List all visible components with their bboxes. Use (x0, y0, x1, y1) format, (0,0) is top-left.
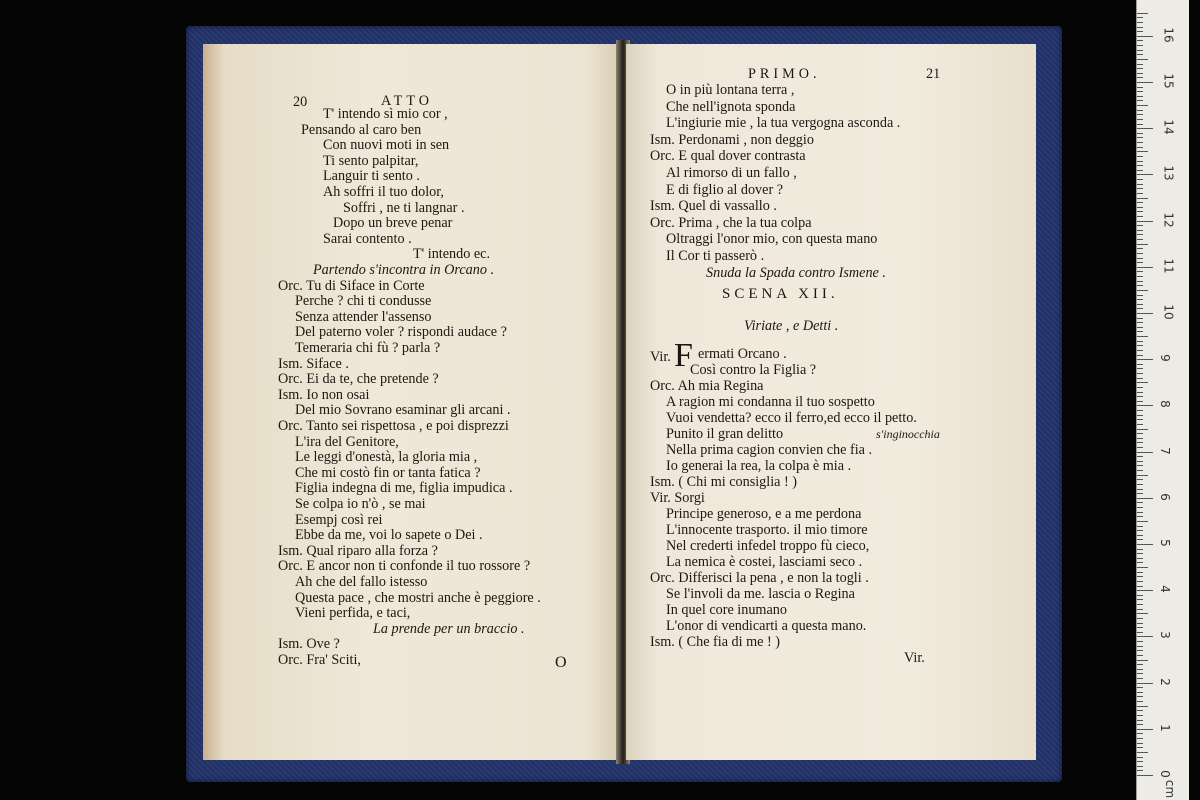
catchword: O (555, 654, 567, 671)
ruler-tick (1137, 22, 1143, 23)
ruler-tick (1137, 345, 1143, 346)
ruler-tick (1137, 770, 1143, 771)
right-text-line: Oltraggi l'onor mio, con questa mano (666, 231, 878, 248)
left-text-line: Del paterno voler ? rispondi audace ? (295, 324, 507, 341)
right-text-line: In quel core inumano (666, 602, 787, 618)
ruler-tick (1137, 396, 1143, 397)
ruler-tick (1137, 581, 1143, 582)
ruler-tick (1137, 595, 1143, 596)
ruler-tick (1137, 285, 1143, 286)
right-text-line: Nel crederti infedel troppo fù cieco, (666, 538, 870, 554)
ruler-tick (1137, 230, 1143, 231)
left-text-line: Sarai contento . (323, 230, 412, 247)
ruler-tick (1137, 179, 1143, 180)
ruler-number: 5 (1157, 539, 1172, 547)
right-text-line: Al rimorso di un fallo , (666, 165, 797, 181)
ruler-tick (1137, 442, 1143, 443)
ruler-tick (1137, 100, 1143, 101)
ruler-tick (1137, 655, 1143, 656)
ruler-tick (1137, 276, 1143, 277)
ruler-tick (1137, 216, 1143, 217)
ruler-tick (1137, 378, 1143, 379)
ruler-tick (1137, 766, 1143, 767)
left-text-line: Orc. E ancor non ti confonde il tuo rossore ? (278, 558, 531, 575)
ruler-number: 11 (1161, 258, 1176, 274)
right-text-line: Snuda la Spada contro Ismene . (706, 264, 886, 281)
ruler-tick (1137, 184, 1143, 185)
ruler-number: 14 (1161, 119, 1176, 135)
left-text-line: T' intendo sì mio cor , (323, 106, 448, 122)
ruler-tick (1137, 687, 1143, 688)
right-text-line: Vuoi vendetta? ecco il ferro,ed ecco il petto. (666, 410, 917, 426)
ruler-tick (1137, 281, 1143, 282)
ruler-number: 2 (1157, 677, 1172, 686)
ruler-tick (1137, 373, 1143, 374)
ruler-tick (1137, 502, 1143, 503)
left-text-line: Ah soffri il tuo dolor, (323, 184, 444, 200)
left-text-line: Partendo s'incontra in Orcano . (313, 262, 495, 278)
right-text-line: Io generai la rea, la colpa è mia . (666, 458, 852, 474)
ruler-number: 10 (1161, 304, 1176, 320)
right-text-line: Che nell'ignota sponda (666, 98, 796, 115)
ruler-tick (1137, 36, 1153, 37)
right-text-line: O in più lontana terra , (666, 82, 795, 98)
ruler-tick (1137, 13, 1148, 14)
ruler-tick (1137, 137, 1143, 138)
ruler-tick (1137, 498, 1153, 499)
right-text-line: La nemica è costei, lasciami seco . (666, 554, 863, 570)
ruler-tick (1137, 304, 1143, 305)
ruler-tick (1137, 355, 1143, 356)
ruler-tick (1137, 632, 1143, 633)
ruler-tick (1137, 415, 1143, 416)
ruler-tick (1137, 105, 1148, 106)
ruler-tick (1137, 165, 1143, 166)
ruler-tick (1137, 96, 1143, 97)
left-text-line: Figlia indegna di me, figlia impudica . (295, 480, 513, 497)
ruler-tick (1137, 147, 1143, 148)
right-text-line: L'ingiurie mie , la tua vergogna asconda . (666, 115, 901, 132)
right-text-line: A ragion mi condanna il tuo sospetto (666, 394, 875, 410)
ruler-number: 6 (1157, 492, 1172, 501)
ruler-tick (1137, 193, 1143, 194)
ruler-tick (1137, 110, 1143, 111)
ruler-tick (1137, 438, 1143, 439)
right-text-line: Orc. E qual dover contrasta (650, 148, 806, 165)
ruler-tick (1137, 530, 1143, 531)
ruler-tick (1137, 627, 1143, 628)
ruler-tick (1137, 521, 1148, 522)
ruler-tick (1137, 489, 1143, 490)
ruler-tick (1137, 318, 1143, 319)
left-text-line: Perche ? chi ti condusse (295, 293, 432, 310)
ruler-tick (1137, 262, 1143, 263)
right-text-line: Ism. Perdonami , non deggio (650, 131, 814, 148)
left-text-line: Che mi costò fin or tanta fatica ? (295, 464, 481, 481)
ruler-tick (1137, 392, 1143, 393)
ruler-tick (1137, 290, 1148, 291)
ruler-number: 8 (1157, 400, 1172, 409)
right-text-line: Vir. (904, 650, 925, 666)
ruler-tick (1137, 461, 1143, 462)
ruler-tick (1137, 757, 1143, 758)
left-text-line: Orc. Tu di Siface in Corte (278, 277, 425, 294)
ruler-tick (1137, 641, 1143, 642)
ruler-number: 7 (1157, 446, 1172, 455)
ruler-tick (1137, 678, 1143, 679)
left-text-line: La prende per un braccio . (373, 620, 525, 637)
ruler-tick (1137, 87, 1143, 88)
ruler-tick (1137, 419, 1143, 420)
measurement-ruler (1136, 0, 1189, 800)
ruler-tick (1137, 720, 1143, 721)
ruler-tick (1137, 170, 1143, 171)
ruler-tick (1137, 299, 1143, 300)
ruler-tick (1137, 752, 1148, 753)
ruler-number: 3 (1157, 631, 1172, 640)
ruler-tick (1137, 174, 1153, 175)
right-text-line: Ism. ( Chi mi consiglia ! ) (650, 474, 797, 490)
ruler-tick (1137, 336, 1148, 337)
ruler-tick (1137, 198, 1148, 199)
ruler-tick (1137, 696, 1143, 697)
ruler-tick (1137, 341, 1143, 342)
ruler-tick (1137, 465, 1143, 466)
page-number-right: 21 (926, 66, 941, 82)
ruler-tick (1137, 646, 1143, 647)
ruler-tick (1137, 452, 1153, 453)
ruler-tick (1137, 27, 1143, 28)
ruler-tick (1137, 484, 1143, 485)
left-text-line: Ah che del fallo istesso (295, 574, 428, 590)
ruler-tick (1137, 775, 1153, 776)
ruler-tick (1137, 64, 1143, 65)
ruler-number: 9 (1157, 354, 1172, 363)
ruler-number: 4 (1157, 585, 1172, 594)
right-text-line: Punito il gran delitto (666, 426, 784, 442)
ruler-tick (1137, 142, 1143, 143)
ruler-tick (1137, 308, 1143, 309)
ruler-tick (1137, 535, 1143, 536)
ruler-tick (1137, 202, 1143, 203)
left-text-line: Con nuovi moti in sen (323, 137, 450, 154)
ruler-tick (1137, 68, 1143, 69)
ruler-tick (1137, 623, 1143, 624)
left-text-line: Vieni perfida, e taci, (295, 605, 411, 622)
left-text-line: Ti sento palpitar, (323, 152, 419, 169)
scene-title: SCENA XII. (722, 286, 839, 302)
ruler-tick (1137, 747, 1143, 748)
ruler-tick (1137, 539, 1143, 540)
right-text-line: Se l'involi da me. lascia o Regina (666, 586, 855, 602)
ruler-tick (1137, 31, 1143, 32)
ruler-tick (1137, 40, 1143, 41)
ruler-tick (1137, 636, 1153, 637)
ruler-tick (1137, 567, 1148, 568)
ruler-tick (1137, 368, 1143, 369)
ruler-tick (1137, 114, 1143, 115)
ruler-tick (1137, 692, 1143, 693)
left-text-line: T' intendo ec. (413, 246, 491, 263)
ruler-tick (1137, 470, 1143, 471)
right-text-line: L'onor di vendicarti a questa mano. (666, 618, 867, 634)
ruler-tick (1137, 650, 1143, 651)
left-text-line: Ism. Qual riparo alla forza ? (278, 542, 438, 559)
right-text-line: Principe generoso, e a me perdona (666, 506, 862, 522)
left-page (203, 44, 619, 760)
left-text-line: Ism. Ove ? (278, 636, 340, 653)
ruler-tick (1137, 207, 1143, 208)
ruler-number: 0 (1157, 770, 1172, 778)
ruler-tick (1137, 729, 1153, 730)
ruler-tick (1137, 151, 1148, 152)
ruler-tick (1137, 613, 1148, 614)
right-text-line: Nella prima cagion convien che fia . (666, 442, 873, 458)
ruler-tick (1137, 59, 1148, 60)
ruler-tick (1137, 253, 1143, 254)
page-header-left: ATTO (381, 93, 433, 109)
right-text-line: Il Cor ti passerò . (666, 248, 765, 264)
ruler-tick (1137, 267, 1153, 268)
ruler-tick (1137, 743, 1143, 744)
left-text-line: Ebbe da me, voi lo sapete o Dei . (295, 527, 483, 544)
ruler-tick (1137, 327, 1143, 328)
left-text-line: Pensando al caro ben (301, 121, 422, 138)
ruler-tick (1137, 364, 1143, 365)
right-text-line: Così contro la Figlia ? (690, 362, 817, 378)
left-text-line: Senza attender l'assenso (295, 308, 432, 325)
ruler-tick (1137, 387, 1143, 388)
left-text-line: Esempj così rei (295, 511, 383, 528)
ruler-tick (1137, 429, 1148, 430)
left-text-line: Ism. Io non osai (278, 386, 370, 403)
ruler-tick (1137, 576, 1143, 577)
ruler-tick (1137, 119, 1143, 120)
ruler-tick (1137, 701, 1143, 702)
ruler-tick (1137, 512, 1143, 513)
ruler-tick (1137, 234, 1143, 235)
ruler-tick (1137, 322, 1143, 323)
ruler-tick (1137, 410, 1143, 411)
ruler-tick (1137, 244, 1148, 245)
ruler-tick (1137, 493, 1143, 494)
ruler-unit: cm (1163, 779, 1178, 799)
ruler-tick (1137, 73, 1143, 74)
left-text-line: Dopo un breve penar (333, 215, 453, 232)
ruler-tick (1137, 133, 1143, 134)
ruler-tick (1137, 161, 1143, 162)
left-text-line: Se colpa io n'ò , se mai (295, 496, 426, 512)
right-text-line: L'innocente trasporto. il mio timore (666, 522, 868, 538)
ruler-tick (1137, 724, 1143, 725)
ruler-number: 16 (1161, 27, 1176, 43)
ruler-tick (1137, 331, 1143, 332)
ruler-number: 1 (1157, 723, 1172, 732)
right-text-line: Orc. Differisci la pena , e non la togli . (650, 570, 869, 586)
ruler-number: 13 (1161, 165, 1176, 182)
ruler-tick (1137, 738, 1143, 739)
ruler-tick (1137, 710, 1143, 711)
left-text-line: Languir ti sento . (323, 168, 420, 185)
ruler-tick (1137, 761, 1143, 762)
ruler-tick (1137, 590, 1153, 591)
ruler-tick (1137, 456, 1143, 457)
ruler-tick (1137, 447, 1143, 448)
ruler-tick (1137, 733, 1143, 734)
ruler-tick (1137, 572, 1143, 573)
ruler-tick (1137, 359, 1153, 360)
ruler-tick (1137, 295, 1143, 296)
ruler-tick (1137, 586, 1143, 587)
ruler-tick (1137, 715, 1143, 716)
ruler-tick (1137, 562, 1143, 563)
ruler-tick (1137, 479, 1143, 480)
left-text-line: Del mio Sovrano esaminar gli arcani . (295, 402, 511, 419)
right-text-line: Ism. ( Che fia di me ! ) (650, 634, 781, 650)
right-text-line: Ism. Quel di vassallo . (650, 198, 777, 215)
ruler-tick (1137, 54, 1143, 55)
ruler-tick (1137, 673, 1143, 674)
ruler-tick (1137, 424, 1143, 425)
ruler-tick (1137, 271, 1143, 272)
left-text-line: Temeraria chi fù ? parla ? (295, 340, 441, 356)
right-text-line: Vir. (650, 349, 671, 365)
left-text-line: Orc. Ei da te, che pretende ? (278, 371, 439, 388)
ruler-tick (1137, 405, 1153, 406)
ruler-tick (1137, 526, 1143, 527)
ruler-tick (1137, 124, 1143, 125)
ruler-tick (1137, 225, 1143, 226)
ruler-tick (1137, 475, 1148, 476)
ruler-tick (1137, 350, 1143, 351)
ruler-number: 12 (1161, 211, 1176, 228)
ruler-tick (1137, 507, 1143, 508)
right-text-line: Vir. Sorgi (650, 490, 705, 506)
ruler-tick (1137, 549, 1143, 550)
ruler-tick (1137, 313, 1153, 314)
ruler-tick (1137, 683, 1153, 684)
left-text-line: Le leggi d'onestà, la gloria mia , (295, 449, 478, 466)
right-text-line: E di figlio al dover ? (666, 181, 784, 198)
right-text-line: ermati Orcano . (698, 346, 787, 362)
ruler-tick (1137, 433, 1143, 434)
ruler-tick (1137, 553, 1143, 554)
right-text-line: Orc. Prima , che la tua colpa (650, 214, 812, 231)
ruler-tick (1137, 188, 1143, 189)
ruler-tick (1137, 258, 1143, 259)
ruler-tick (1137, 706, 1148, 707)
ruler-tick (1137, 660, 1148, 661)
ruler-tick (1137, 382, 1148, 383)
ruler-tick (1137, 609, 1143, 610)
ruler-tick (1137, 221, 1153, 222)
left-text-line: L'ira del Genitore, (295, 433, 399, 450)
ruler-tick (1137, 401, 1143, 402)
drop-cap: F (674, 337, 693, 374)
ruler-tick (1137, 544, 1153, 545)
page-header-right: PRIMO. (748, 66, 821, 82)
left-text-line: Soffri , ne ti langnar . (343, 199, 465, 216)
ruler-tick (1137, 558, 1143, 559)
ruler-number: 15 (1161, 73, 1176, 89)
right-page (626, 44, 1036, 760)
left-text-line: Orc. Tanto sei rispettosa , e poi disprezzi (278, 418, 509, 434)
ruler-tick (1137, 128, 1153, 129)
ruler-tick (1137, 77, 1143, 78)
right-text-line: s'inginocchia (876, 427, 940, 441)
left-text-line: Orc. Fra' Sciti, (278, 652, 361, 668)
ruler-tick (1137, 248, 1143, 249)
ruler-tick (1137, 604, 1143, 605)
ruler-tick (1137, 17, 1143, 18)
ruler-tick (1137, 45, 1143, 46)
scene-persons: Viriate , e Detti . (744, 318, 839, 334)
ruler-tick (1137, 91, 1143, 92)
ruler-tick (1137, 599, 1143, 600)
right-text-line: Orc. Ah mia Regina (650, 378, 764, 394)
ruler-tick (1137, 156, 1143, 157)
page-number-left: 20 (293, 94, 308, 110)
ruler-tick (1137, 664, 1143, 665)
ruler-tick (1137, 239, 1143, 240)
ruler-tick (1137, 669, 1143, 670)
ruler-tick (1137, 516, 1143, 517)
ruler-tick (1137, 618, 1143, 619)
left-text-line: Questa pace , che mostri anche è peggiore . (295, 589, 541, 606)
ruler-tick (1137, 211, 1143, 212)
ruler-tick (1137, 50, 1143, 51)
left-text-line: Ism. Siface . (278, 355, 349, 372)
ruler-tick (1137, 82, 1153, 83)
